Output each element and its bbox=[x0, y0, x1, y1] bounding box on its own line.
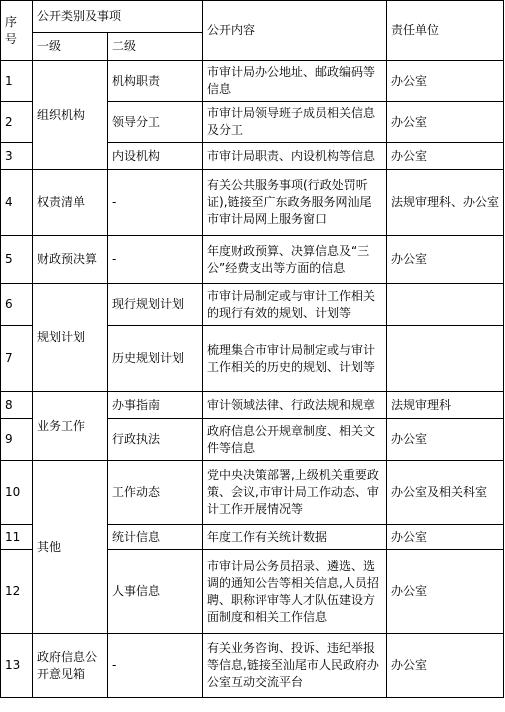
level1-cell: 其他 bbox=[33, 461, 108, 634]
level1-cell: 业务工作 bbox=[33, 392, 108, 461]
row-number: 8 bbox=[1, 392, 33, 419]
level2-cell: 内设机构 bbox=[108, 143, 203, 170]
content-cell: 年度工作有关统计数据 bbox=[203, 525, 387, 550]
level2-cell: - bbox=[108, 236, 203, 284]
level1-cell: 财政预决算 bbox=[33, 236, 108, 284]
row-number: 13 bbox=[1, 634, 33, 698]
unit-cell: 办公室 bbox=[387, 236, 504, 284]
content-cell: 市审计局领导班子成员相关信息及分工 bbox=[203, 102, 387, 143]
table-row bbox=[1, 284, 504, 326]
header-content: 公开内容 bbox=[203, 1, 387, 61]
unit-cell bbox=[387, 326, 504, 392]
table-row bbox=[1, 634, 504, 698]
unit-cell: 办公室 bbox=[387, 525, 504, 550]
table-row bbox=[1, 236, 504, 284]
level2-cell: 人事信息 bbox=[108, 550, 203, 634]
header-row bbox=[1, 1, 504, 33]
row-number: 2 bbox=[1, 102, 33, 143]
unit-cell: 办公室 bbox=[387, 143, 504, 170]
content-cell: 市审计局公务员招录、遴选、选调的通知公告等相关信息,人员招聘、职称评审等人才队伍建设方面制度和相关工作信息 bbox=[203, 550, 387, 634]
row-number: 4 bbox=[1, 170, 33, 236]
content-cell: 党中央决策部署,上级机关重要政策、会议,市审计局工作动态、审计工作开展情况等 bbox=[203, 461, 387, 525]
table-row bbox=[1, 61, 504, 102]
level2-cell: 办事指南 bbox=[108, 392, 203, 419]
level1-cell: 组织机构 bbox=[33, 61, 108, 170]
table-row bbox=[1, 461, 504, 525]
level1-cell: 权责清单 bbox=[33, 170, 108, 236]
level2-cell: 机构职责 bbox=[108, 61, 203, 102]
level2-cell: 行政执法 bbox=[108, 419, 203, 461]
unit-cell: 办公室 bbox=[387, 102, 504, 143]
row-number: 9 bbox=[1, 419, 33, 461]
content-cell: 有关业务咨询、投诉、违纪举报等信息,链接至汕尾市人民政府办公室互动交流平台 bbox=[203, 634, 387, 698]
unit-cell: 办公室 bbox=[387, 61, 504, 102]
level2-cell: - bbox=[108, 634, 203, 698]
level2-cell: 统计信息 bbox=[108, 525, 203, 550]
content-cell: 市审计局办公地址、邮政编码等信息 bbox=[203, 61, 387, 102]
content-cell: 市审计局制定或与审计工作相关的现行有效的规划、计划等 bbox=[203, 284, 387, 326]
unit-cell: 法规审理科 bbox=[387, 392, 504, 419]
unit-cell bbox=[387, 284, 504, 326]
table-row bbox=[1, 392, 504, 419]
level1-cell: 规划计划 bbox=[33, 284, 108, 392]
unit-cell: 办公室及相关科室 bbox=[387, 461, 504, 525]
content-cell: 梳理集合市审计局制定或与审计工作相关的历史的规划、计划等 bbox=[203, 326, 387, 392]
content-cell: 市审计局职责、内设机构等信息 bbox=[203, 143, 387, 170]
row-number: 11 bbox=[1, 525, 33, 550]
level2-cell: - bbox=[108, 170, 203, 236]
header-seq: 序号 bbox=[1, 1, 33, 61]
level2-cell: 现行规划计划 bbox=[108, 284, 203, 326]
header-level1: 一级 bbox=[33, 33, 108, 61]
unit-cell: 办公室 bbox=[387, 419, 504, 461]
row-number: 5 bbox=[1, 236, 33, 284]
content-cell: 政府信息公开规章制度、相关文件等信息 bbox=[203, 419, 387, 461]
row-number: 7 bbox=[1, 326, 33, 392]
content-cell: 审计领域法律、行政法规和规章 bbox=[203, 392, 387, 419]
content-cell: 有关公共服务事项(行政处罚听证),链接至广东政务服务网汕尾市审计局网上服务窗口 bbox=[203, 170, 387, 236]
row-number: 3 bbox=[1, 143, 33, 170]
unit-cell: 法规审理科、办公室 bbox=[387, 170, 504, 236]
level1-cell: 政府信息公开意见箱 bbox=[33, 634, 108, 698]
header-category: 公开类别及事项 bbox=[33, 1, 203, 33]
content-cell: 年度财政预算、决算信息及“三公”经费支出等方面的信息 bbox=[203, 236, 387, 284]
header-level2: 二级 bbox=[108, 33, 203, 61]
unit-cell: 办公室 bbox=[387, 550, 504, 634]
row-number: 6 bbox=[1, 284, 33, 326]
level2-cell: 工作动态 bbox=[108, 461, 203, 525]
header-unit: 责任单位 bbox=[387, 1, 504, 61]
level2-cell: 历史规划计划 bbox=[108, 326, 203, 392]
row-number: 1 bbox=[1, 61, 33, 102]
row-number: 10 bbox=[1, 461, 33, 525]
table-row bbox=[1, 170, 504, 236]
row-number: 12 bbox=[1, 550, 33, 634]
unit-cell: 办公室 bbox=[387, 634, 504, 698]
level2-cell: 领导分工 bbox=[108, 102, 203, 143]
